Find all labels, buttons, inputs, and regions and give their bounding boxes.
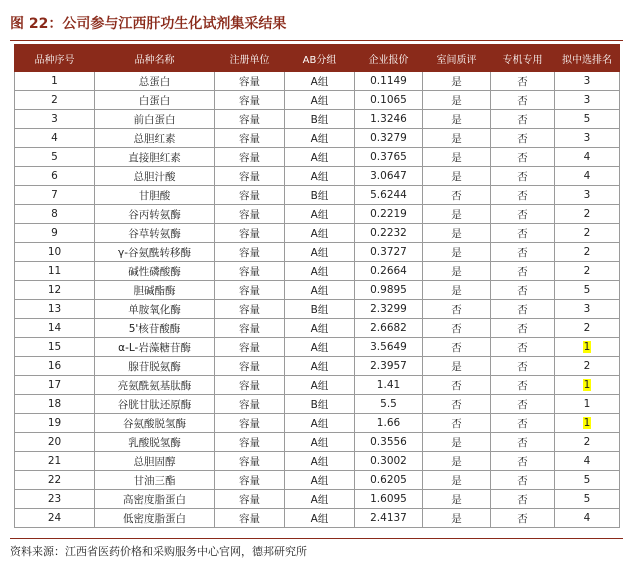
cell-price: 0.6205 [355,471,423,490]
cell-name: 总蛋白 [95,72,215,91]
cell-group: A组 [285,433,355,452]
cell-group: A组 [285,167,355,186]
cell-eqa: 是 [423,167,491,186]
cell-rank: 3 [555,186,620,205]
cell-name: 总胆红素 [95,129,215,148]
cell-rank [555,414,620,433]
cell-unit: 容量 [215,72,285,91]
cell-dedicated: 否 [491,433,555,452]
cell-eqa: 是 [423,148,491,167]
cell-dedicated: 否 [491,471,555,490]
cell-price: 0.3556 [355,433,423,452]
highlighted-rank: 1 [583,417,591,429]
cell-rank: 5 [555,490,620,509]
cell-group: A组 [285,490,355,509]
cell-name: 总胆汁酸 [95,167,215,186]
highlighted-rank: 1 [583,341,591,353]
table-row [15,338,620,357]
cell-dedicated: 否 [491,376,555,395]
cell-dedicated: 否 [491,414,555,433]
cell-name: α-L-岩藻糖苷酶 [95,338,215,357]
cell-name: 甘胆酸 [95,186,215,205]
cell-dedicated: 否 [491,357,555,376]
cell-no: 11 [15,262,95,281]
cell-eqa: 否 [423,319,491,338]
title-divider [10,40,623,41]
table-body [15,72,620,528]
cell-dedicated: 否 [491,319,555,338]
cell-name: 低密度脂蛋白 [95,509,215,528]
cell-price: 1.6095 [355,490,423,509]
header-rank: 拟中选排名 [555,45,620,72]
cell-rank [555,376,620,395]
cell-eqa: 是 [423,452,491,471]
cell-no: 3 [15,110,95,129]
cell-unit: 容量 [215,338,285,357]
cell-name: 谷胱甘肽还原酶 [95,395,215,414]
cell-rank: 2 [555,433,620,452]
cell-name: 胆碱酯酶 [95,281,215,300]
cell-eqa: 否 [423,186,491,205]
cell-name: γ-谷氨酰转移酶 [95,243,215,262]
cell-rank: 3 [555,91,620,110]
cell-name: 直接胆红素 [95,148,215,167]
cell-no: 17 [15,376,95,395]
cell-price: 0.1149 [355,72,423,91]
table-row [15,300,620,319]
cell-dedicated: 否 [491,72,555,91]
cell-price: 1.66 [355,414,423,433]
cell-price: 3.5649 [355,338,423,357]
cell-name: 乳酸脱氢酶 [95,433,215,452]
results-table [14,44,620,528]
cell-dedicated: 否 [491,509,555,528]
cell-group: A组 [285,376,355,395]
cell-group: A组 [285,509,355,528]
cell-rank: 4 [555,452,620,471]
cell-unit: 容量 [215,167,285,186]
table-row [15,224,620,243]
header-dedicated: 专机专用 [491,45,555,72]
table-row [15,167,620,186]
cell-no: 5 [15,148,95,167]
table-row [15,148,620,167]
source-divider [10,538,623,539]
cell-unit: 容量 [215,319,285,338]
cell-rank [555,338,620,357]
cell-unit: 容量 [215,91,285,110]
cell-unit: 容量 [215,395,285,414]
header-group: AB分组 [285,45,355,72]
cell-dedicated: 否 [491,186,555,205]
table-row [15,243,620,262]
table-row [15,395,620,414]
cell-rank: 4 [555,509,620,528]
cell-dedicated: 否 [491,395,555,414]
cell-dedicated: 否 [491,490,555,509]
cell-rank: 5 [555,471,620,490]
cell-name: 前白蛋白 [95,110,215,129]
cell-no: 1 [15,72,95,91]
cell-name: 白蛋白 [95,91,215,110]
cell-rank: 2 [555,224,620,243]
cell-dedicated: 否 [491,452,555,471]
cell-unit: 容量 [215,471,285,490]
cell-price: 0.2219 [355,205,423,224]
cell-group: A组 [285,319,355,338]
cell-group: B组 [285,395,355,414]
cell-rank: 3 [555,300,620,319]
cell-name: 谷草转氨酶 [95,224,215,243]
figure-title: 图 22：公司参与江西肝功生化试剂集采结果 [10,16,287,32]
table-row [15,490,620,509]
cell-name: 腺苷脱氨酶 [95,357,215,376]
table-row [15,110,620,129]
cell-rank: 2 [555,357,620,376]
cell-unit: 容量 [215,509,285,528]
cell-eqa: 是 [423,91,491,110]
highlighted-rank: 1 [583,379,591,391]
cell-group: A组 [285,243,355,262]
cell-group: A组 [285,338,355,357]
cell-eqa: 是 [423,281,491,300]
cell-rank: 3 [555,72,620,91]
cell-price: 0.1065 [355,91,423,110]
header-unit: 注册单位 [215,45,285,72]
cell-price: 0.3765 [355,148,423,167]
cell-no: 10 [15,243,95,262]
header-price: 企业报价 [355,45,423,72]
cell-price: 0.2664 [355,262,423,281]
cell-no: 21 [15,452,95,471]
cell-dedicated: 否 [491,224,555,243]
cell-eqa: 否 [423,395,491,414]
cell-no: 4 [15,129,95,148]
cell-eqa: 是 [423,110,491,129]
cell-rank: 2 [555,205,620,224]
cell-price: 3.0647 [355,167,423,186]
cell-dedicated: 否 [491,300,555,319]
cell-no: 18 [15,395,95,414]
cell-unit: 容量 [215,452,285,471]
cell-group: B组 [285,186,355,205]
cell-no: 8 [15,205,95,224]
cell-rank: 2 [555,243,620,262]
cell-price: 0.3002 [355,452,423,471]
cell-unit: 容量 [215,129,285,148]
cell-group: A组 [285,471,355,490]
cell-price: 2.3299 [355,300,423,319]
cell-eqa: 否 [423,376,491,395]
cell-unit: 容量 [215,148,285,167]
cell-price: 0.2232 [355,224,423,243]
cell-price: 0.3727 [355,243,423,262]
table-row [15,433,620,452]
cell-name: 谷丙转氨酶 [95,205,215,224]
cell-unit: 容量 [215,224,285,243]
cell-no: 2 [15,91,95,110]
cell-rank: 4 [555,167,620,186]
cell-dedicated: 否 [491,243,555,262]
cell-eqa: 否 [423,300,491,319]
cell-eqa: 是 [423,129,491,148]
cell-no: 12 [15,281,95,300]
cell-price: 0.3279 [355,129,423,148]
cell-name: 甘油三酯 [95,471,215,490]
cell-eqa: 是 [423,490,491,509]
cell-dedicated: 否 [491,262,555,281]
cell-group: A组 [285,262,355,281]
cell-unit: 容量 [215,243,285,262]
cell-group: B组 [285,300,355,319]
cell-eqa: 是 [423,72,491,91]
cell-unit: 容量 [215,186,285,205]
cell-group: A组 [285,452,355,471]
cell-unit: 容量 [215,414,285,433]
header-eqa: 室间质评 [423,45,491,72]
cell-group: A组 [285,224,355,243]
cell-rank: 5 [555,281,620,300]
cell-price: 2.6682 [355,319,423,338]
cell-eqa: 是 [423,433,491,452]
cell-dedicated: 否 [491,148,555,167]
cell-eqa: 否 [423,414,491,433]
cell-price: 1.41 [355,376,423,395]
cell-name: 谷氨酸脱氢酶 [95,414,215,433]
cell-unit: 容量 [215,376,285,395]
table-row [15,281,620,300]
cell-no: 16 [15,357,95,376]
table-row [15,357,620,376]
cell-eqa: 是 [423,224,491,243]
cell-rank: 2 [555,262,620,281]
cell-name: 单胺氧化酶 [95,300,215,319]
cell-name: 总胆固醇 [95,452,215,471]
cell-price: 0.9895 [355,281,423,300]
table-row [15,509,620,528]
cell-dedicated: 否 [491,110,555,129]
table-header-row [15,45,620,72]
table-row [15,262,620,281]
table-row [15,91,620,110]
cell-group: A组 [285,357,355,376]
cell-price: 5.6244 [355,186,423,205]
cell-group: A组 [285,148,355,167]
cell-rank: 3 [555,129,620,148]
cell-unit: 容量 [215,205,285,224]
cell-no: 23 [15,490,95,509]
cell-name: 亮氨酰氨基肽酶 [95,376,215,395]
table-row [15,319,620,338]
cell-rank: 1 [555,395,620,414]
cell-dedicated: 否 [491,205,555,224]
cell-eqa: 否 [423,338,491,357]
cell-no: 20 [15,433,95,452]
cell-unit: 容量 [215,490,285,509]
cell-no: 9 [15,224,95,243]
header-no: 品种序号 [15,45,95,72]
table-row [15,471,620,490]
cell-no: 14 [15,319,95,338]
cell-dedicated: 否 [491,129,555,148]
table-row [15,186,620,205]
cell-eqa: 是 [423,509,491,528]
cell-unit: 容量 [215,300,285,319]
cell-group: A组 [285,91,355,110]
cell-dedicated: 否 [491,167,555,186]
cell-dedicated: 否 [491,91,555,110]
cell-no: 6 [15,167,95,186]
cell-group: B组 [285,110,355,129]
cell-rank: 4 [555,148,620,167]
cell-no: 7 [15,186,95,205]
cell-eqa: 是 [423,243,491,262]
cell-no: 22 [15,471,95,490]
cell-no: 24 [15,509,95,528]
cell-name: 5'核苷酸酶 [95,319,215,338]
table-row [15,376,620,395]
cell-unit: 容量 [215,262,285,281]
cell-unit: 容量 [215,357,285,376]
cell-group: A组 [285,414,355,433]
cell-unit: 容量 [215,433,285,452]
table-row [15,414,620,433]
table-row [15,72,620,91]
cell-group: A组 [285,205,355,224]
cell-eqa: 是 [423,205,491,224]
cell-name: 碱性磷酸酶 [95,262,215,281]
cell-no: 19 [15,414,95,433]
cell-dedicated: 否 [491,281,555,300]
cell-eqa: 是 [423,471,491,490]
cell-dedicated: 否 [491,338,555,357]
cell-name: 高密度脂蛋白 [95,490,215,509]
cell-unit: 容量 [215,110,285,129]
cell-price: 2.3957 [355,357,423,376]
header-name: 品种名称 [95,45,215,72]
cell-rank: 5 [555,110,620,129]
table-row [15,129,620,148]
cell-eqa: 是 [423,262,491,281]
cell-eqa: 是 [423,357,491,376]
cell-unit: 容量 [215,281,285,300]
cell-price: 2.4137 [355,509,423,528]
cell-group: A组 [285,129,355,148]
cell-rank: 2 [555,319,620,338]
cell-no: 15 [15,338,95,357]
cell-price: 1.3246 [355,110,423,129]
cell-group: A组 [285,72,355,91]
cell-price: 5.5 [355,395,423,414]
source-note: 资料来源：江西省医药价格和采购服务中心官网，德邦研究所 [10,545,307,558]
table-row [15,205,620,224]
cell-no: 13 [15,300,95,319]
table-row [15,452,620,471]
cell-group: A组 [285,281,355,300]
